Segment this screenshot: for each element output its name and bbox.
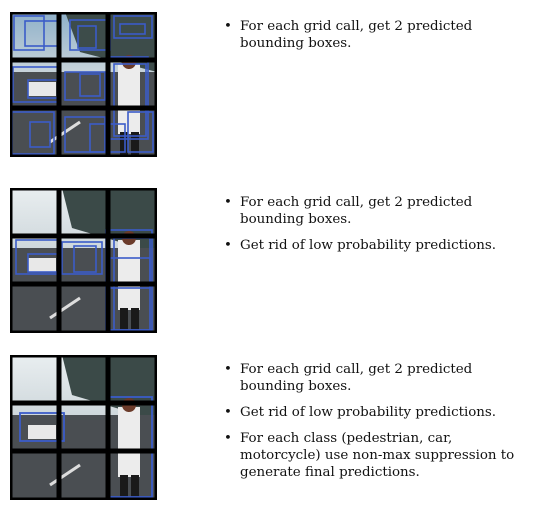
bullet-list-1 [222,18,532,61]
bullet-item: • Get rid of low probability predictions. [222,404,532,421]
bullet-item: • For each grid call, get 2 predicted bounding boxes. [222,361,532,395]
yolo-grid-image-2 [10,188,157,333]
yolo-grid-image-1 [10,12,157,157]
bullet-item: • Get rid of low probability predictions. [222,237,532,254]
bullet-item: • For each class (pedestrian, car, motorcycle) use non-max suppression to generate final predictions. [222,430,532,481]
bullet-list-3 [222,361,532,490]
bullet-item: • For each grid call, get 2 predicted bounding boxes. [222,194,532,228]
bullet-list-2 [222,194,532,263]
yolo-grid-image-3 [10,355,157,500]
bullet-item: • For each grid call, get 2 predicted bounding boxes. [222,18,532,52]
